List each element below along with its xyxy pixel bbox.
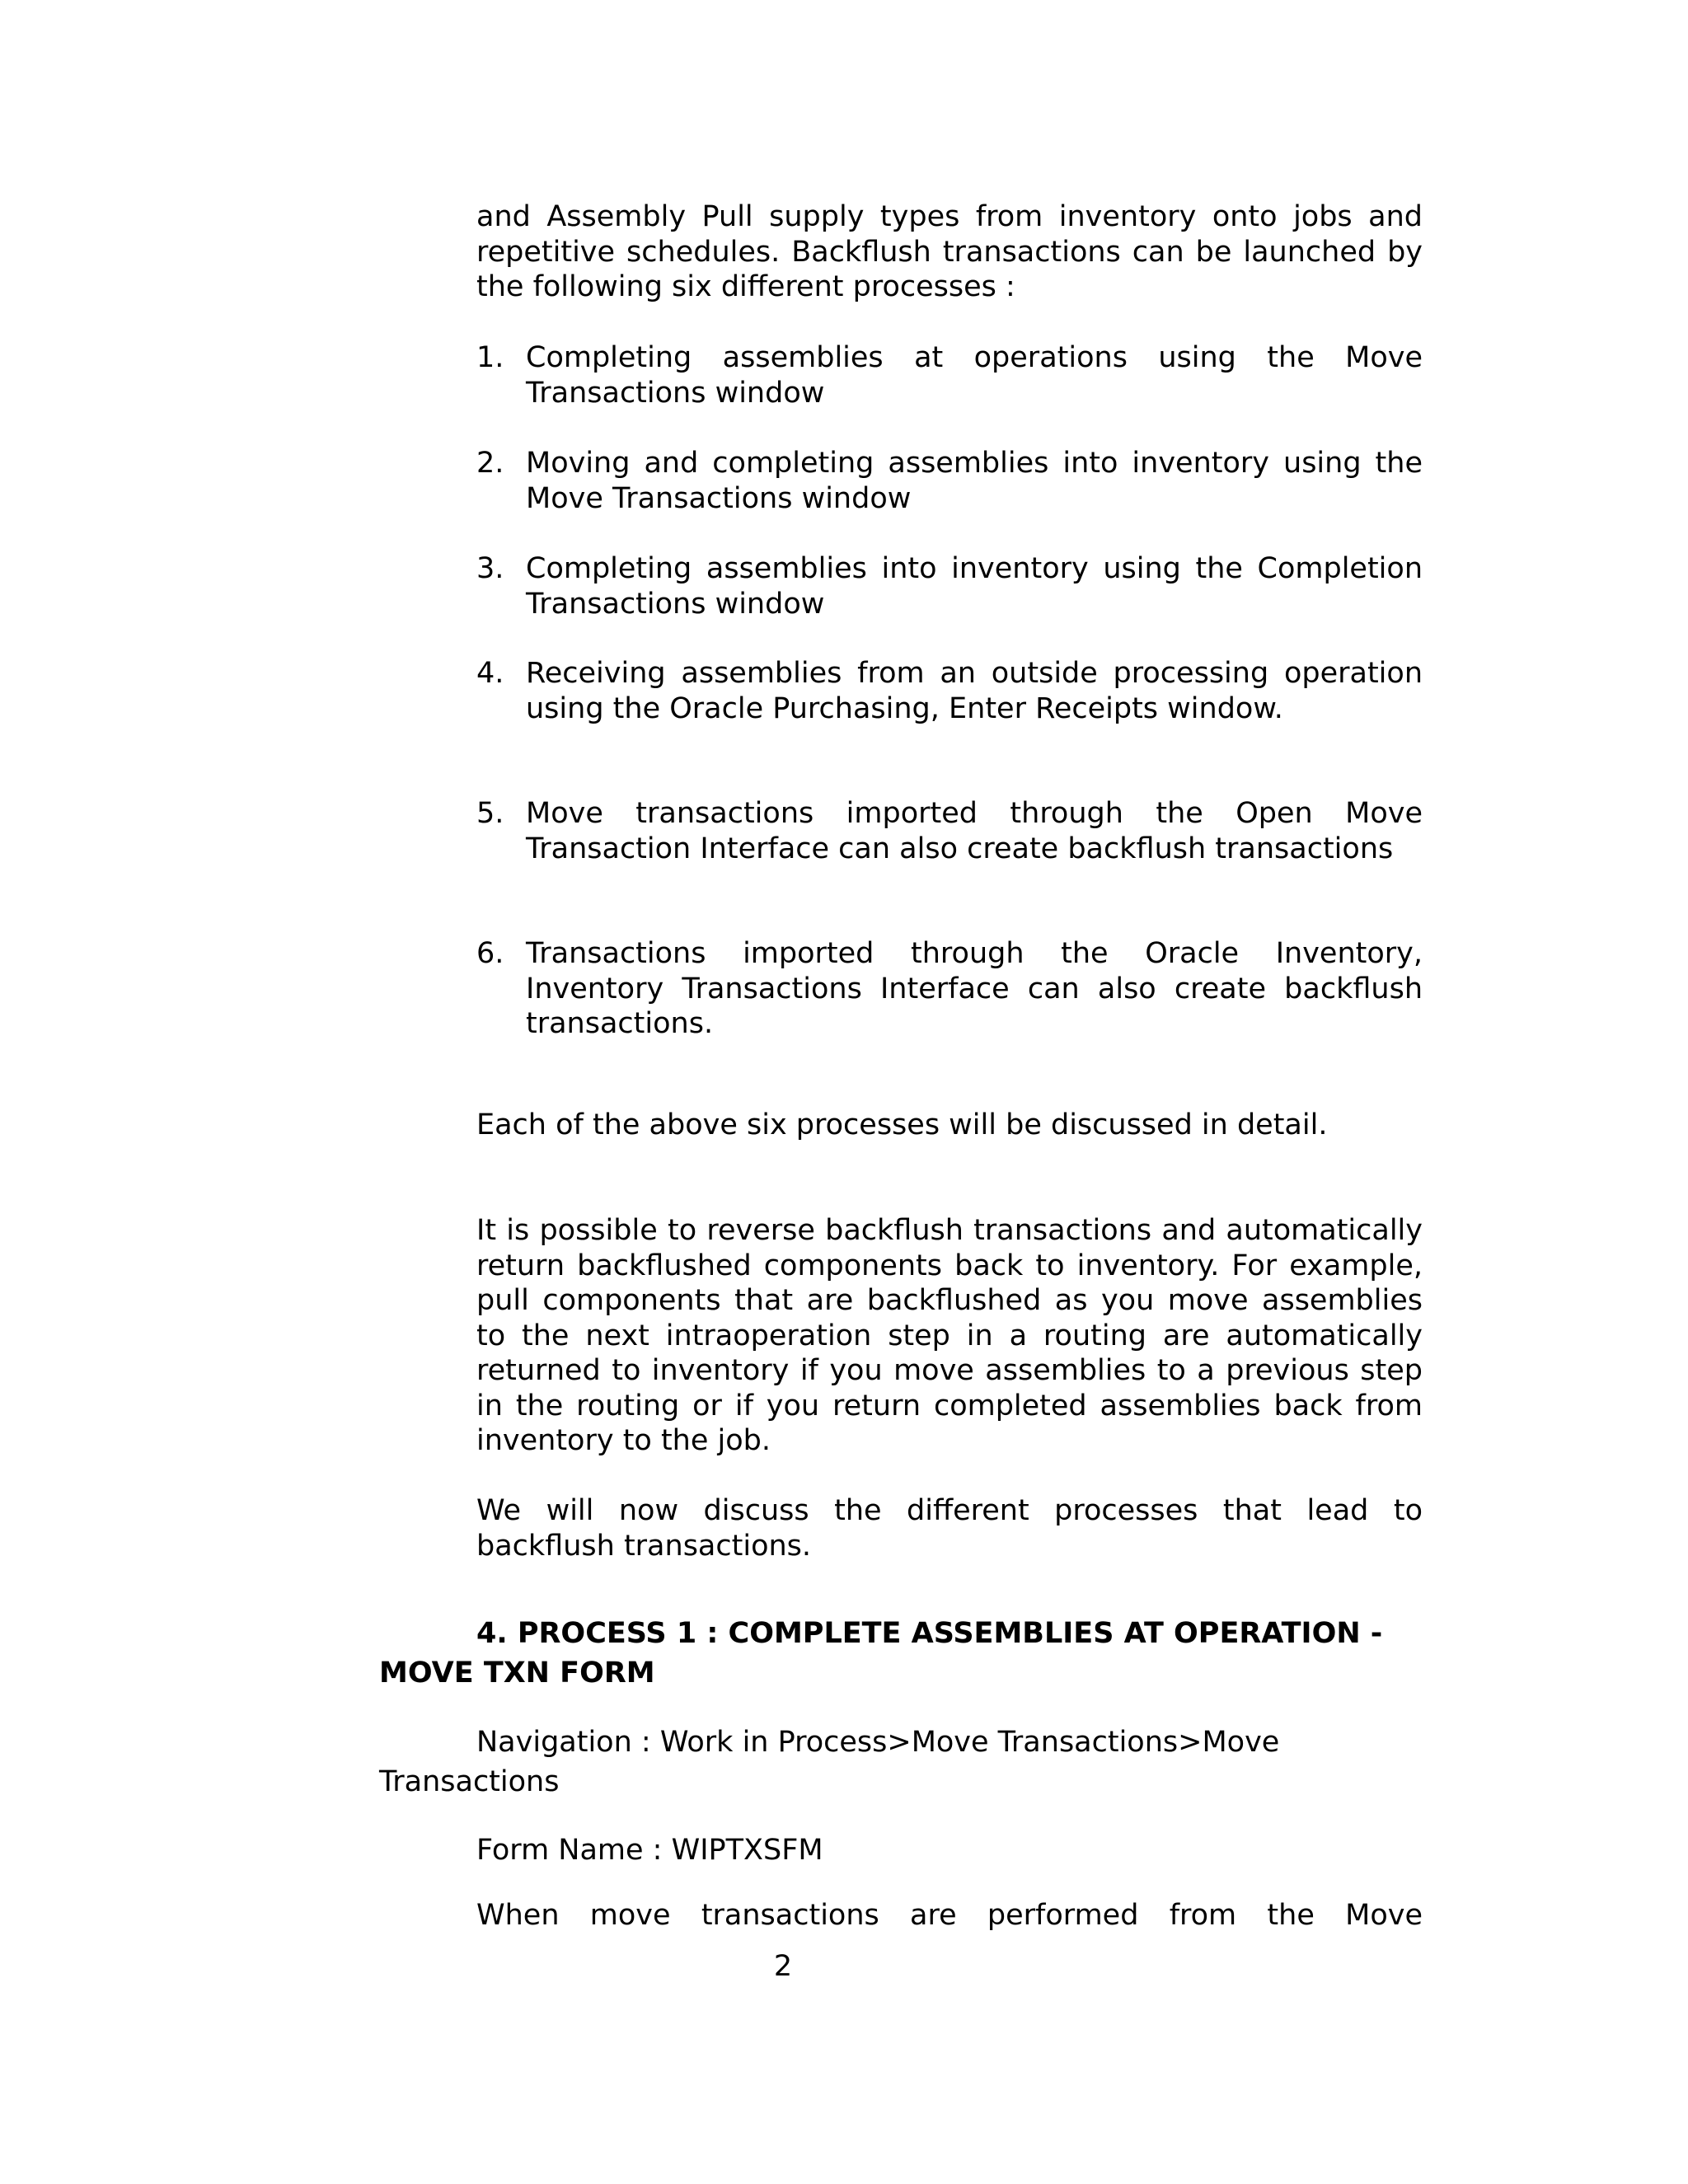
- section-heading-text: 4. PROCESS 1 : COMPLETE ASSEMBLIES AT OPERATION - MOVE TXN FORM: [379, 1617, 1383, 1690]
- list-item-text: Move transactions imported through the Open Move Transaction Interface can also create backflush transactions: [526, 797, 1423, 865]
- section-heading: [379, 1614, 1434, 1693]
- list-item: [476, 656, 1423, 726]
- list-item-number: 2.: [476, 447, 504, 480]
- page-number: 2: [773, 1950, 793, 1983]
- list-item: [476, 796, 1423, 866]
- list-item-number: 4.: [476, 657, 504, 690]
- list-item-text: Completing assemblies into inventory using the Completion Transactions window: [526, 552, 1423, 621]
- navigation-line: [379, 1722, 1434, 1802]
- list-item: [476, 340, 1423, 410]
- list-item-number: 6.: [476, 937, 504, 970]
- list-item-text: Transactions imported through the Oracle Inventory, Inventory Transactions Interface can also create backflush transactions.: [526, 937, 1423, 1040]
- final-paragraph: When move transactions are performed from the Move: [476, 1899, 1423, 1932]
- list-item: [476, 936, 1423, 1042]
- list-item-text: Moving and completing assemblies into inventory using the Move Transactions window: [526, 447, 1423, 515]
- form-name-line: [379, 1830, 1434, 1870]
- reverse-backflush-paragraph: It is possible to reverse backflush transactions and automatically return backflushed components back to inventory. For example, pull components that are backflushed as you move assemblies to the next intraoperation step in a routing are automatically returned to inventory if you move assemblies to a previous step in the routing or if you return completed assemblies back from inventory to the job.: [476, 1214, 1423, 1457]
- list-item-number: 5.: [476, 797, 504, 830]
- list-item-number: 1.: [476, 341, 504, 374]
- list-item-text: Completing assemblies at operations using the Move Transactions window: [526, 341, 1423, 410]
- intro-paragraph: and Assembly Pull supply types from inventory onto jobs and repetitive schedules. Backflush transactions can be launched by the following six different processes :: [476, 200, 1423, 303]
- navigation-text: Navigation : Work in Process>Move Transactions>Move Transactions: [379, 1726, 1280, 1798]
- list-item-number: 3.: [476, 552, 504, 585]
- form-name-text: Form Name : WIPTXSFM: [476, 1834, 823, 1867]
- list-item: [476, 446, 1423, 516]
- list-item-text: Receiving assemblies from an outside processing operation using the Oracle Purchasing, Enter Receipts window.: [526, 657, 1423, 725]
- summary-line: Each of the above six processes will be discussed in detail.: [476, 1108, 1328, 1141]
- next-discussion-paragraph: We will now discuss the different processes that lead to backflush transactions.: [476, 1494, 1423, 1563]
- list-item: [476, 551, 1423, 621]
